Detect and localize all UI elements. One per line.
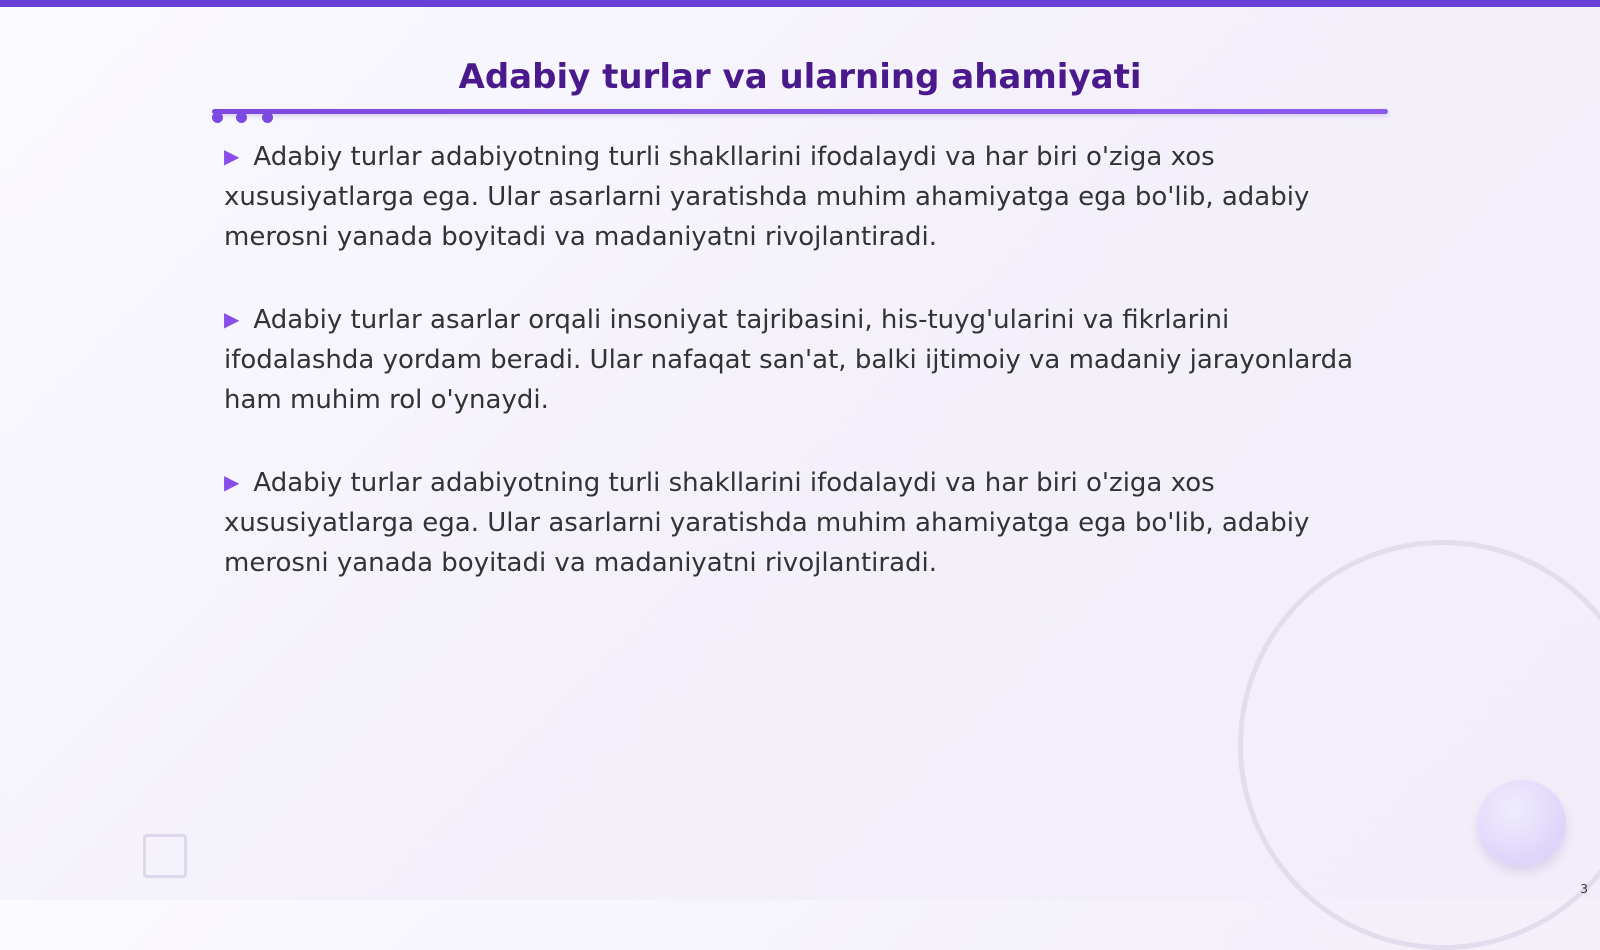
page-number: 3 [1580, 882, 1588, 896]
bullet-text: Adabiy turlar asarlar orqali insoniyat tajribasini, his-tuyg'ularini va fikrlarini ifodalashda yordam beradi. Ular nafaqat san'at, balki ijtimoiy va madaniy jarayonlarda ham muhim rol o'ynaydi. [224, 305, 1354, 415]
slide-title: Adabiy turlar va ularning ahamiyati [458, 57, 1142, 97]
bullet-item [224, 136, 1354, 257]
underline-dot [212, 112, 223, 123]
decorative-sphere [1478, 780, 1566, 866]
top-accent-bar [0, 0, 1600, 7]
bullet-text: Adabiy turlar adabiyotning turli shakllarini ifodalaydi va har biri o'ziga xos xususiyatlarga ega. Ular asarlarni yaratishda muhim ahamiyatga ega bo'lib, adabiy merosni yanada boyitadi va madaniyatni rivojlantiradi. [224, 468, 1310, 578]
triangle-right-icon: ▶ [224, 307, 240, 331]
slide-body [224, 136, 1354, 625]
bullet-text: Adabiy turlar adabiyotning turli shakllarini ifodalaydi va har biri o'ziga xos xususiyatlarga ega. Ular asarlarni yaratishda muhim ahamiyatga ega bo'lib, adabiy merosni yanada boyitadi va madaniyatni rivojlantiradi. [224, 142, 1310, 252]
decorative-square [143, 834, 187, 878]
underline-dot [236, 112, 247, 123]
underline-dot [262, 112, 273, 123]
triangle-right-icon: ▶ [224, 144, 240, 168]
bullet-item [224, 299, 1354, 420]
title-underline-dots [212, 112, 282, 126]
triangle-right-icon: ▶ [224, 470, 240, 494]
bullet-item [224, 462, 1354, 583]
title-underline [212, 109, 1388, 114]
